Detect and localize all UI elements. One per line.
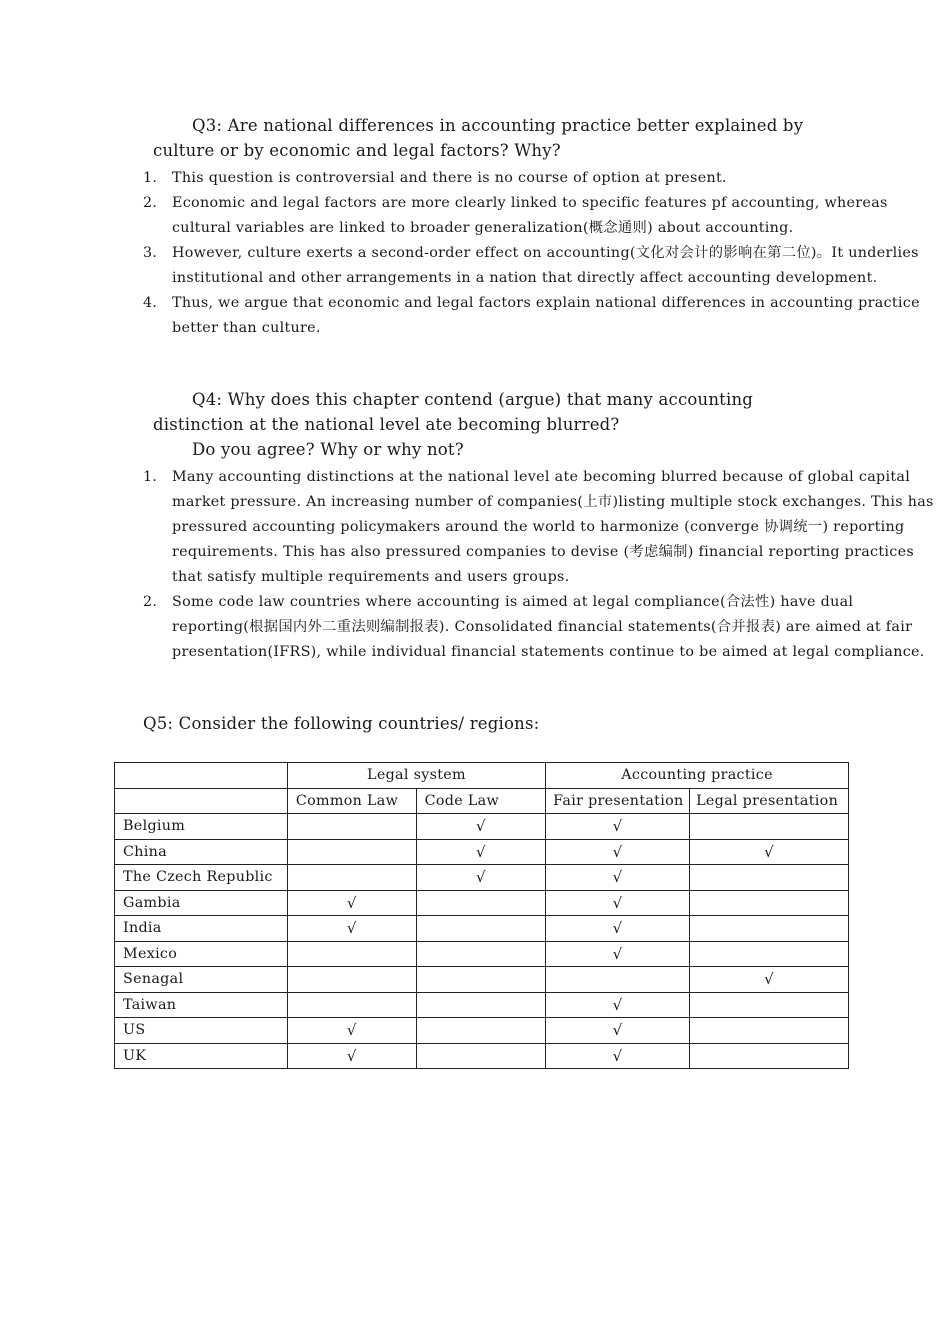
q3-item-3-text: However, culture exerts a second-order effect on accounting(文化对会计的影响在第二位)。It underlies institutional and other arrangements in a nation that directly affect accounting development. (172, 245, 919, 286)
legal-presentation-check-cell (690, 1043, 849, 1069)
fair-presentation-check-cell: √ (546, 941, 690, 967)
common-law-check-cell (287, 967, 416, 993)
legal-presentation-check-cell (690, 916, 849, 942)
table-row (115, 916, 849, 942)
code-law-check-cell (416, 1018, 546, 1044)
fair-presentation-check-cell: √ (546, 839, 690, 865)
q4-item-1-text: Many accounting distinctions at the national level ate becoming blurred because of global capital market pressure. An increasing number of companies(上市)listing multiple stock exchanges. This has pressured accounting policymakers around the world to harmonize (converge 协调统一) reporting requirements. This has also pressured companies to devise (考虑编制) financial reporting practices that satisfy multiple requirements and users groups. (172, 469, 934, 585)
country-name-cell: UK (115, 1043, 288, 1069)
q4-item-1-number: 1. (143, 469, 158, 485)
country-name-cell: India (115, 916, 288, 942)
table-row (115, 941, 849, 967)
code-law-check-cell: √ (416, 814, 546, 840)
table-empty-header-cell (115, 788, 288, 814)
legal-presentation-check-cell (690, 992, 849, 1018)
legal-presentation-check-cell (690, 1018, 849, 1044)
table-row (115, 839, 849, 865)
code-law-check-cell (416, 890, 546, 916)
legal-presentation-check-cell (690, 814, 849, 840)
q4-item-2-number: 2. (143, 594, 158, 610)
q4-item-2 (143, 590, 943, 665)
q3-item-3 (143, 241, 943, 291)
common-law-check-cell: √ (287, 916, 416, 942)
legal-presentation-header: Legal presentation (690, 788, 849, 814)
q3-title-line1: Q3: Are national differences in accounting practice better explained by (192, 116, 804, 135)
legal-system-table (114, 762, 849, 1069)
legal-system-header: Legal system (287, 763, 545, 789)
table-row (115, 1018, 849, 1044)
code-law-check-cell (416, 941, 546, 967)
fair-presentation-check-cell: √ (546, 916, 690, 942)
q5-title: Q5: Consider the following countries/ regions: (143, 714, 540, 733)
q3-item-4 (143, 291, 943, 341)
code-law-check-cell (416, 967, 546, 993)
table-row (115, 1043, 849, 1069)
fair-presentation-check-cell: √ (546, 814, 690, 840)
legal-presentation-check-cell: √ (690, 967, 849, 993)
common-law-check-cell (287, 941, 416, 967)
table-row (115, 967, 849, 993)
code-law-check-cell (416, 992, 546, 1018)
country-name-cell: The Czech Republic (115, 865, 288, 891)
country-name-cell: Mexico (115, 941, 288, 967)
common-law-header: Common Law (287, 788, 416, 814)
q3-item-1-number: 1. (143, 170, 158, 186)
q3-item-2-number: 2. (143, 195, 158, 211)
common-law-check-cell (287, 992, 416, 1018)
common-law-check-cell: √ (287, 1043, 416, 1069)
common-law-check-cell (287, 865, 416, 891)
code-law-header: Code Law (416, 788, 546, 814)
common-law-check-cell: √ (287, 890, 416, 916)
q3-item-3-number: 3. (143, 245, 158, 261)
fair-presentation-check-cell: √ (546, 992, 690, 1018)
q3-item-4-text: Thus, we argue that economic and legal factors explain national differences in accounting practice better than culture. (172, 295, 920, 336)
fair-presentation-check-cell: √ (546, 1043, 690, 1069)
fair-presentation-header: Fair presentation (546, 788, 690, 814)
country-name-cell: Gambia (115, 890, 288, 916)
q3-item-1-text: This question is controversial and there is no course of option at present. (172, 170, 727, 186)
table-corner-cell (115, 763, 288, 789)
fair-presentation-check-cell: √ (546, 865, 690, 891)
table-row (115, 865, 849, 891)
country-name-cell: Taiwan (115, 992, 288, 1018)
code-law-check-cell (416, 1043, 546, 1069)
q3-item-4-number: 4. (143, 295, 158, 311)
q3-item-2-text: Economic and legal factors are more clearly linked to specific features pf accounting, whereas cultural variables are linked to broader generalization(概念通则) about accounting. (172, 195, 888, 236)
fair-presentation-check-cell: √ (546, 1018, 690, 1044)
table-row (115, 992, 849, 1018)
q3-item-1 (143, 166, 943, 191)
legal-presentation-check-cell (690, 865, 849, 891)
q4-title-line1: Q4: Why does this chapter contend (argue) that many accounting (192, 390, 754, 409)
legal-presentation-check-cell: √ (690, 839, 849, 865)
country-name-cell: China (115, 839, 288, 865)
q4-item-2-text: Some code law countries where accounting is aimed at legal compliance(合法性) have dual reporting(根据国内外二重法则编制报表). Consolidated financial statements(合并报表) are aimed at fair presentation(IFRS), while individual financial statements continue to be aimed at legal compliance. (172, 594, 925, 660)
q4-item-1 (143, 465, 943, 590)
q4-title-line3: Do you agree? Why or why not? (192, 440, 464, 459)
common-law-check-cell (287, 839, 416, 865)
q3-answer-list (143, 166, 943, 341)
table-group-header-row (115, 763, 849, 789)
accounting-practice-header: Accounting practice (546, 763, 849, 789)
code-law-check-cell (416, 916, 546, 942)
fair-presentation-check-cell: √ (546, 890, 690, 916)
q4-answer-list (143, 465, 943, 665)
table-row (115, 814, 849, 840)
country-name-cell: Belgium (115, 814, 288, 840)
q4-title-line2: distinction at the national level ate becoming blurred? (153, 415, 620, 434)
code-law-check-cell: √ (416, 865, 546, 891)
country-name-cell: US (115, 1018, 288, 1044)
common-law-check-cell (287, 814, 416, 840)
q3-title-line2: culture or by economic and legal factors? Why? (153, 141, 561, 160)
legal-presentation-check-cell (690, 941, 849, 967)
fair-presentation-check-cell (546, 967, 690, 993)
table-sub-header-row (115, 788, 849, 814)
country-name-cell: Senagal (115, 967, 288, 993)
q3-item-2 (143, 191, 943, 241)
legal-presentation-check-cell (690, 890, 849, 916)
common-law-check-cell: √ (287, 1018, 416, 1044)
table-row (115, 890, 849, 916)
code-law-check-cell: √ (416, 839, 546, 865)
